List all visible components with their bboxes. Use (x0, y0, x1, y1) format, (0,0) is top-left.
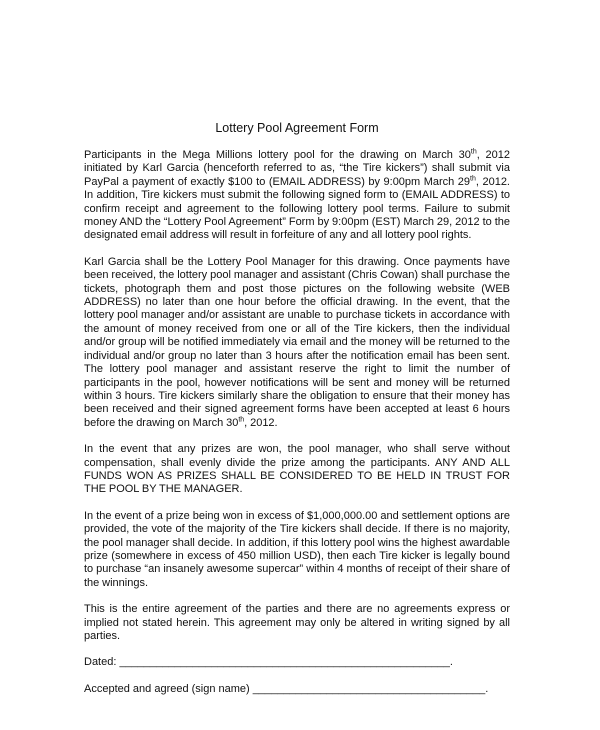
dated-line[interactable]: Dated: ______________________________________________________. (84, 656, 453, 669)
superscript: th (238, 416, 245, 424)
text-run: This is the entire agreement of the parties and there are no agreements express or implied not stated herein. This agreement may only be altered in writing signed by all parties. (84, 603, 510, 642)
paragraph-large-prize (84, 510, 510, 590)
agreement-page (84, 120, 510, 709)
text-run: In the event of a prize being won in excess of $1,000,000.00 and settlement options are provided, the vote of the majority of the Tire kickers shall decide. If there is no majority, the pool manager shall decide. In addition, if this lottery pool wins the highest awardable prize (somewhere in excess of 450 million USD), then each Tire kicker is legally bound to purchase “an insanely awesome supercar” within 4 months of receipt of their share of the winnings. (84, 509, 510, 589)
text-run: , 2012 initiated by Karl Garcia (henceforth referred to as, “the Tire kickers”) shall submit via PayPal a payment of exactly $100 to (EMAIL ADDRESS) by 9:00pm March 29 (84, 149, 510, 188)
paragraph-entire-agreement (84, 603, 510, 643)
superscript: th (470, 175, 476, 183)
text-run: , 2012. In addition, Tire kickers must submit the following signed form to (EMAIL ADDRESS) to confirm receipt and agreement to the following lottery pool terms. Failure to submit money AND the “Lottery Pool Agreement” Form by 9:00pm (EST) March 29, 2012 to the designated email address will result in forfeiture of any and all lottery pool rights. (84, 175, 510, 242)
paragraph-pool-manager (84, 256, 510, 430)
text-run: Participants in the Mega Millions lottery pool for the drawing on March 30 (84, 149, 471, 161)
document-title: Lottery Pool Agreement Form (215, 121, 379, 135)
text-run: In the event that any prizes are won, the pool manager, who shall serve without compensation, shall evenly divide the prize among the participants. ANY AND ALL FUNDS WON AS PRIZES SHALL BE CONSIDERED TO BE HELD IN TRUST FOR THE POOL BY THE MANAGER. (84, 443, 510, 496)
paragraph-participants (84, 149, 510, 243)
superscript: th (470, 148, 477, 156)
text-run: Karl Garcia shall be the Lottery Pool Manager for this drawing. Once payments have been received, the lottery pool manager and assistant (Chris Cowan) shall purchase the tickets, photograph them and post those pictures on the following website (WEB ADDRESS) no later than one hour before the official drawing. In the event, that the lottery pool manager and/or assistant are unable to purchase tickets in accordance with the amount of money received from one or all of the Tire kickers, then the individual and/or group will be notified immediately via email and the money will be returned to the individual and/or group no later than 3 hours after the notification email has been sent. The lottery pool manager and assistant reserve the right to limit the number of participants in the pool, however notifications will be sent and money will be returned within 3 hours. Tire kickers similarly share the obligation to ensure that their money has been received and their signed agreement forms have been accepted at least 6 hours before the drawing on March 30 (84, 255, 510, 429)
paragraph-prizes (84, 443, 510, 497)
text-run: , 2012. (244, 416, 278, 429)
accepted-signature-line[interactable]: Accepted and agreed (sign name) ______________________________________. (84, 682, 489, 695)
